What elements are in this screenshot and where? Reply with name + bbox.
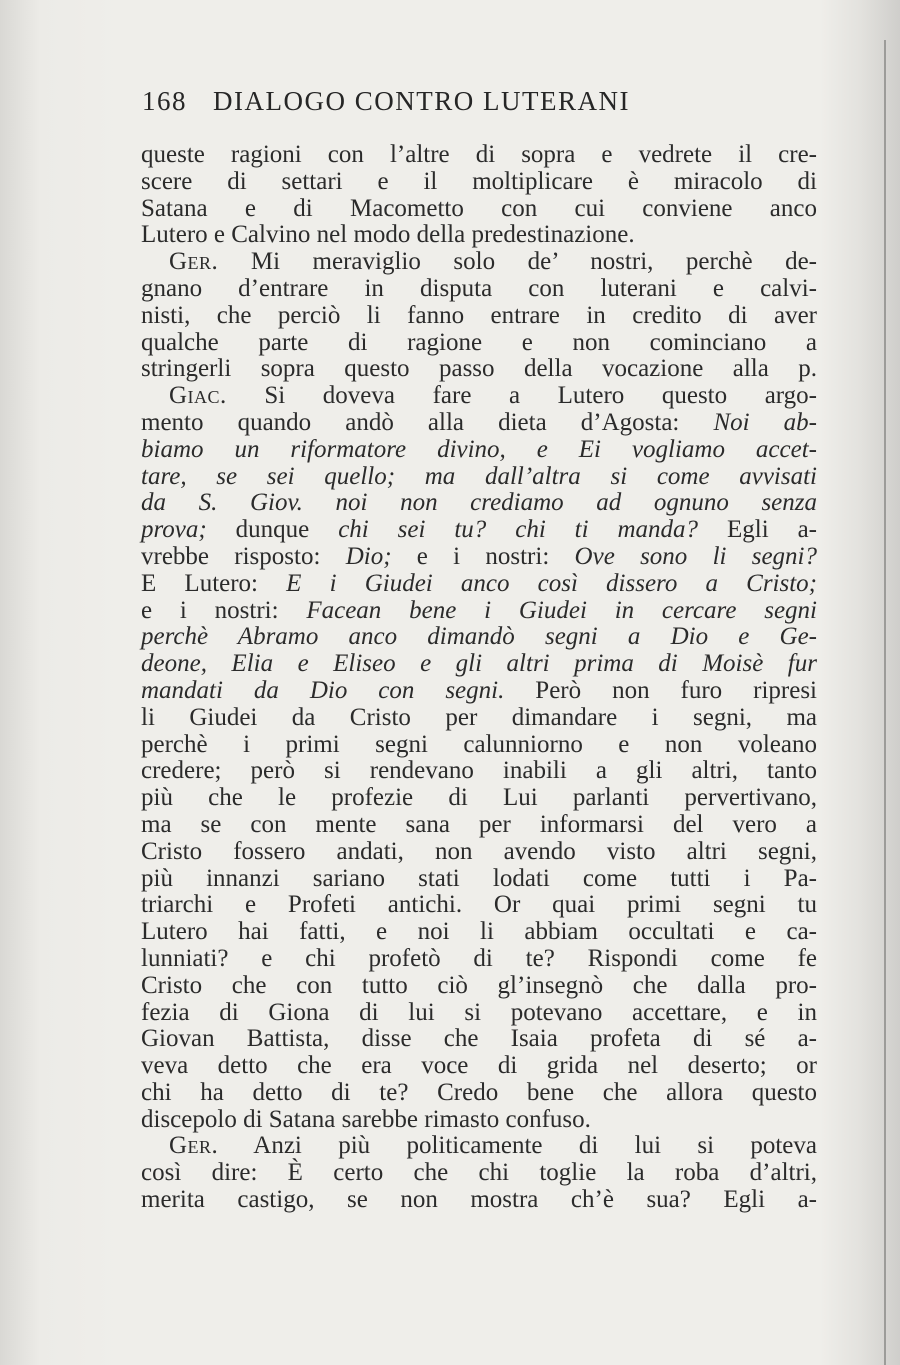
running-title: DIALOGO CONTRO LUTERANI — [213, 86, 630, 116]
text-span: scere di settari e il moltiplicare è miracolo di — [141, 167, 817, 195]
text-span: dunque — [206, 516, 339, 544]
text-span: queste ragioni con l’altre di sopra e vedrete il cre- — [141, 141, 817, 168]
text-span: Dio; — [345, 542, 392, 570]
speaker-label: Ger. — [169, 248, 219, 276]
text-line — [141, 571, 817, 598]
text-line — [141, 410, 817, 437]
text-span: tare, se sei quello; ma dall’altra si come avvisati — [141, 462, 817, 490]
text-span: Giovan Battista, disse che Isaia profeta di sé a- — [141, 1025, 817, 1053]
text-line — [141, 705, 817, 732]
text-line — [141, 1026, 817, 1053]
text-span: gnano d’entrare in disputa con luterani e calvi- — [141, 274, 817, 302]
text-line — [141, 892, 817, 919]
text-line — [141, 517, 817, 544]
text-span: Noi ab- — [713, 408, 817, 436]
text-span: chi ha detto di te? Credo bene che allora questo — [141, 1078, 817, 1106]
text-span: vrebbe risposto: — [141, 542, 346, 570]
text-line — [141, 383, 817, 410]
text-span: più innanzi sariano stati lodati come tutti i Pa- — [141, 864, 817, 892]
text-span: Cristo fossero andati, non avendo visto altri segni, — [141, 837, 817, 865]
text-span: merita castigo, se non mostra ch’è sua? Egli a- — [141, 1186, 817, 1214]
text-span: qualche parte di ragione e non cominciano a — [141, 328, 817, 356]
text-line — [141, 758, 817, 785]
text-line — [141, 330, 817, 357]
text-line — [141, 1053, 817, 1080]
text-line — [141, 303, 817, 330]
text-line — [141, 839, 817, 866]
text-span: prova; — [141, 516, 207, 544]
text-line — [141, 1107, 817, 1134]
text-span: Satana e di Macometto con cui conviene anco — [141, 194, 817, 222]
text-line — [141, 222, 817, 249]
text-line — [141, 169, 817, 196]
text-span: stringerli sopra questo passo della vocazione alla p. — [141, 355, 817, 383]
text-line — [141, 1160, 817, 1187]
text-span: triarchi e Profeti antichi. Or quai primi segni tu — [141, 891, 817, 919]
text-span: E Lutero: — [141, 569, 287, 597]
text-span: da S. Giov. noi non crediamo ad ognuno senza — [141, 489, 817, 517]
text-line — [141, 276, 817, 303]
text-line — [141, 356, 817, 383]
text-line — [141, 598, 817, 625]
text-line — [141, 919, 817, 946]
text-span: perchè Abramo anco dimandò segni a Dio e Ge- — [141, 623, 817, 651]
text-span: veva detto che era voce di grida nel deserto; or — [141, 1052, 817, 1080]
text-line — [141, 544, 817, 571]
text-span: Anzi più politicamente di lui si poteva — [218, 1132, 817, 1160]
text-span: nisti, che perciò li fanno entrare in credito di aver — [141, 301, 817, 329]
text-span: Ove sono li segni? — [574, 542, 818, 570]
text-line — [141, 1133, 817, 1160]
text-span: mandati da Dio con segni. — [141, 676, 505, 704]
text-line — [141, 973, 817, 1000]
text-line — [141, 624, 817, 651]
text-line — [141, 946, 817, 973]
speaker-label: Ger. — [169, 1132, 219, 1160]
running-header — [142, 86, 832, 122]
text-span: e i nostri: — [391, 542, 575, 570]
text-line — [141, 464, 817, 491]
text-line — [141, 490, 817, 517]
text-span: deone, Elia e Eliseo e gli altri prima di Moisè fur — [141, 650, 817, 678]
text-line — [141, 196, 817, 223]
text-span: fezia di Giona di lui si potevano accettare, e in — [141, 998, 817, 1026]
text-span: più che le profezie di Lui parlanti pervertivano, — [141, 784, 817, 812]
text-span: E i Giudei anco così dissero a Cristo; — [286, 569, 818, 597]
text-span: Mi meraviglio solo de’ nostri, perchè de- — [218, 248, 817, 276]
text-span: Però non furo ripresi — [504, 676, 817, 704]
text-line — [141, 437, 817, 464]
text-span: ma se con mente sana per informarsi del vero a — [141, 810, 817, 838]
page-edge-shadow — [884, 40, 886, 1365]
text-span: Egli a- — [698, 516, 817, 544]
text-line — [141, 651, 817, 678]
text-span: Cristo che con tutto ciò gl’insegnò che dalla pro- — [141, 971, 817, 999]
text-span: Lutero e Calvino nel modo della predestinazione. — [141, 221, 635, 249]
text-span: li Giudei da Cristo per dimandare i segni, ma — [141, 703, 817, 731]
text-span: così dire: È certo che chi toglie la roba d’altri, — [141, 1159, 817, 1187]
text-line — [141, 866, 817, 893]
text-span: credere; però si rendevano inabili a gli altri, tanto — [141, 757, 817, 785]
text-span: discepolo di Satana sarebbe rimasto confuso. — [141, 1105, 591, 1133]
speaker-label: Giac. — [169, 382, 227, 410]
text-line — [141, 1187, 817, 1214]
text-line — [141, 732, 817, 759]
text-line — [141, 812, 817, 839]
text-span: lunniati? e chi profetò di te? Rispondi come fe — [141, 944, 817, 972]
text-span: mento quando andò alla dieta d’Agosta: — [141, 408, 714, 436]
page-number: 168 — [142, 86, 187, 116]
text-line — [141, 249, 817, 276]
text-span: Si doveva fare a Lutero questo argo- — [226, 382, 817, 410]
text-span: Lutero hai fatti, e noi li abbiam occultati e ca- — [141, 918, 817, 946]
text-line — [141, 785, 817, 812]
text-span: perchè i primi segni calunniorno e non voleano — [141, 730, 817, 758]
text-line — [141, 678, 817, 705]
text-span: Facean bene i Giudei in cercare segni — [306, 596, 817, 624]
text-span: chi sei tu? chi ti manda? — [338, 516, 699, 544]
text-span: e i nostri: — [141, 596, 307, 624]
text-line — [141, 142, 817, 169]
text-line — [141, 1080, 817, 1107]
text-body — [141, 142, 817, 1214]
text-line — [141, 1000, 817, 1027]
text-span: biamo un riformatore divino, e Ei vogliamo accet- — [141, 435, 817, 463]
